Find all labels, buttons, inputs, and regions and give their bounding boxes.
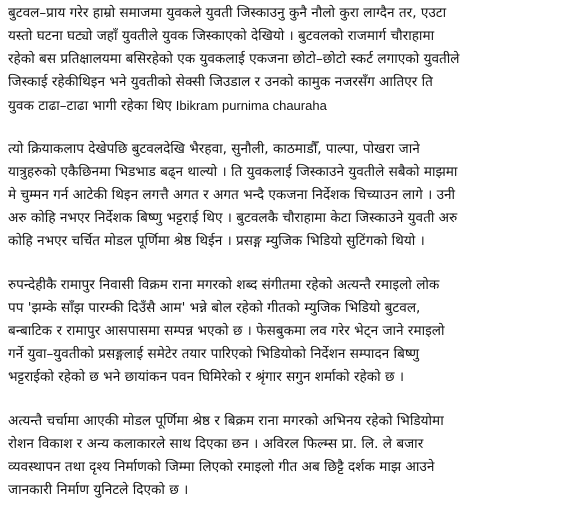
text-line-with-caption: [8, 94, 578, 117]
text-line: त्यो क्रियाकलाप देखेपछि बुटवलदेखि भैरहवा, सुनौली, काठमाडौँ, पाल्पा, पोखरा जाने: [8, 141, 420, 157]
text-line: जिस्काई रहेकीथिइन भने युवतीको सेक्सी जिउडाल र उनको कामुक नजरसँग आतिएर ति: [8, 74, 433, 90]
text-line: गर्ने युवा–युवतीको प्रसङ्गलाई समेटेर तयार पारिएको भिडियोको निर्देशन सम्पादन बिष्णु: [8, 346, 420, 362]
paragraph-1: [8, 2, 578, 117]
text-line: युवक टाढा–टाढा भागी रहेका थिए: [8, 98, 172, 114]
text-line: अरु कोहि नभएर निर्देशक बिष्णु भट्टराई थिए । बुटवलकै चौराहामा केटा जिस्काउने युवती अरु: [8, 210, 458, 226]
text-line: रोशन विकाश र अन्य कलाकारले साथ दिएका छन । अविरल फिल्म्स प्रा. लि. ले बजार: [8, 436, 424, 452]
text-line: रुपन्देहीकै रामापुर निवासी विक्रम राना मगरको शब्द संगीतमा रहेको अत्यन्तै रमाइलो लोक: [8, 277, 440, 293]
text-line: भट्टराईको रहेको छ भने छायांकन पवन घिमिरेको र श्रृंगार सगुन शर्माको रहेको छ ।: [8, 369, 405, 385]
text-line: अत्यन्तै चर्चामा आएकी मोडल पूर्णिमा श्रेष्ठ र बिक्रम राना मगरको अभिनय रहेको भिडियोमा: [8, 413, 444, 429]
text-line: कोहि नभएर चर्चित मोडल पूर्णिमा श्रेष्ठ थिईन । प्रसङ्ग म्युजिक भिडियो सुटिंगको थियो ।: [8, 233, 425, 249]
text-line: बन्बाटिक र रामापुर आसपासमा सम्पन्न भएको छ । फेसबुकमा लव गरेर भेट्न जाने रमाइलो: [8, 323, 445, 339]
text-line: व्यवस्थापन तथा दृश्य निर्माणको जिम्मा लिएको रमाइलो गीत अब छिट्टै दर्शक माझ आउने: [8, 459, 435, 475]
text-line: पप 'झम्के साँझ पारम्की दिउँसै आम' भन्ने बोल रहेको गीतको म्युजिक भिडियो बुटवल,: [8, 300, 421, 316]
paragraph-2: [8, 138, 578, 253]
text-line: बुटवल–प्राय गरेर हाम्रो समाजमा युवकले युवती जिस्काउनु कुनै नौलो कुरा लाग्दैन तर, एउटा: [8, 5, 447, 21]
text-line: यात्रुहरुको एकैछिनमा भिडभाड बढ्न थाल्यो । ति युवकलाई जिस्काउने युवतीले सबैको माझमा: [8, 164, 458, 180]
text-line: रहेको बस प्रतिक्षालयमा बसिरहेको एक युवकलाई एकजना छोटो–छोटो स्कर्ट लगाएको युवतीले: [8, 51, 460, 67]
text-line: जानकारी निर्माण युनिटले दिएको छ ।: [8, 482, 189, 498]
text-line: मे चुम्मन गर्न आटेकी थिइन लगत्तै अगत र अगत भन्दै एकजना निर्देशक चिच्याउन लागे । उनी: [8, 187, 456, 203]
paragraph-3: [8, 274, 578, 389]
paragraph-4: [8, 410, 578, 502]
text-line: यस्तो घटना घट्यो जहाँ युवतीले युवक जिस्काएको देखियो । बुटवलको राजमार्ग चौराहामा: [8, 28, 435, 44]
image-caption-text: Ibikram purnima chauraha: [175, 98, 327, 113]
news-article: [8, 2, 578, 523]
